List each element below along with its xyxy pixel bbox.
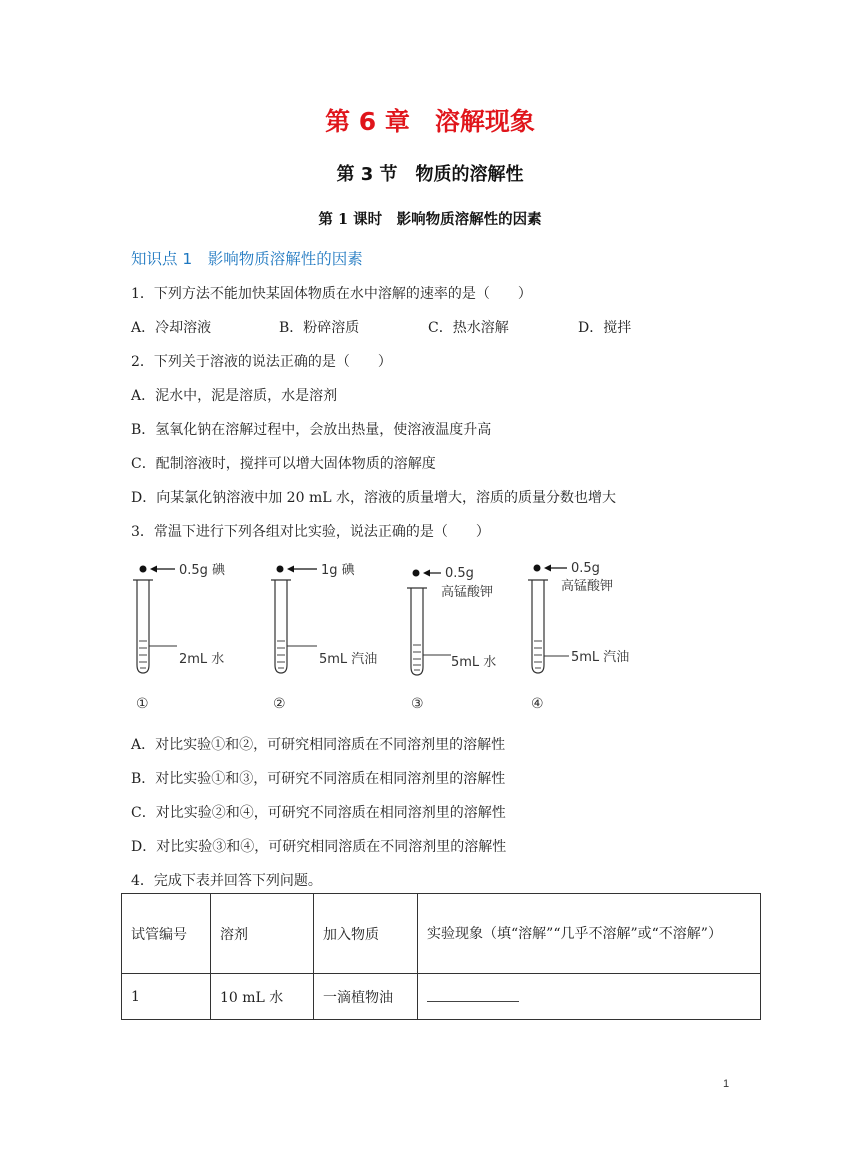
question-3-stem: 3．常温下进行下列各组对比实验，说法正确的是（ ） xyxy=(131,524,490,540)
knowledge-point-heading: 知识点 1 影响物质溶解性的因素 xyxy=(131,250,363,268)
arrow-icon xyxy=(544,565,551,572)
test-tubes-figure xyxy=(121,555,661,720)
solute-dot-1 xyxy=(140,566,147,573)
tube-4-solute: 0.5g xyxy=(571,561,600,576)
question-4-stem: 4．完成下表并回答下列问题。 xyxy=(131,873,322,889)
question-2-option-b: B．氢氧化钠在溶解过程中，会放出热量，使溶液温度升高 xyxy=(131,422,492,438)
question-3-option-c: C．对比实验②和④，可研究不同溶质在相同溶剂里的溶解性 xyxy=(131,805,506,821)
question-1-option-d: D．搅拌 xyxy=(578,320,632,336)
test-tube-2 xyxy=(271,562,377,712)
question-1-stem: 1．下列方法不能加快某固体物质在水中溶解的速率的是（ ） xyxy=(131,286,532,302)
table-header-cell: 试管编号 xyxy=(122,894,211,974)
table-cell: 1 xyxy=(122,974,211,1020)
test-tube-3 xyxy=(407,566,496,712)
table-cell: 10 mL 水 xyxy=(211,974,314,1020)
tube-2-solvent: 5mL 汽油 xyxy=(319,652,378,667)
question-3-option-b: B．对比实验①和③，可研究不同溶质在相同溶剂里的溶解性 xyxy=(131,771,506,787)
arrow-icon xyxy=(287,566,294,573)
tube-3-solute-line2: 高锰酸钾 xyxy=(441,585,494,600)
chapter-title: 第 6 章 溶解现象 xyxy=(325,107,535,136)
table-header-cell: 实验现象（填“溶解”“几乎不溶解”或“不溶解”） xyxy=(418,894,761,974)
tube-3-solvent: 5mL 水 xyxy=(451,655,497,670)
table-header-cell: 加入物质 xyxy=(314,894,418,974)
test-tube-1 xyxy=(133,562,226,712)
tube-4-solute-line2: 高锰酸钾 xyxy=(561,579,614,594)
question-1-option-b: B．粉碎溶质 xyxy=(279,320,360,336)
question-3-option-a: A．对比实验①和②，可研究相同溶质在不同溶剂里的溶解性 xyxy=(131,737,506,753)
answer-cell xyxy=(418,974,761,1020)
question-2-stem: 2．下列关于溶液的说法正确的是（ ） xyxy=(131,354,392,370)
tube-4-solvent: 5mL 汽油 xyxy=(571,650,630,665)
table-header-cell: 溶剂 xyxy=(211,894,314,974)
question-2-option-d: D．向某氯化钠溶液中加 20 mL 水，溶液的质量增大，溶质的质量分数也增大 xyxy=(131,490,616,506)
lesson-title: 第 1 课时 影响物质溶解性的因素 xyxy=(318,211,542,228)
tube-4-number: ④ xyxy=(531,696,544,712)
question-2-option-a: A．泥水中，泥是溶质，水是溶剂 xyxy=(131,388,338,404)
experiment-table xyxy=(121,893,761,1020)
question-3-option-d: D．对比实验③和④，可研究相同溶质在不同溶剂里的溶解性 xyxy=(131,839,507,855)
question-2-option-c: C．配制溶液时，搅拌可以增大固体物质的溶解度 xyxy=(131,456,436,472)
tube-3-number: ③ xyxy=(411,696,424,712)
arrow-icon xyxy=(423,570,430,577)
tube-2-solute: 1g 碘 xyxy=(321,563,355,578)
table-row xyxy=(122,974,761,1020)
question-1-option-c: C．热水溶解 xyxy=(428,320,509,336)
tube-1-number: ① xyxy=(136,696,149,712)
test-tube-4 xyxy=(528,561,629,712)
table-header-row xyxy=(122,894,761,974)
tube-1-solute: 0.5g 碘 xyxy=(179,563,226,578)
arrow-icon xyxy=(150,566,157,573)
section-title: 第 3 节 物质的溶解性 xyxy=(336,164,524,185)
answer-blank[interactable] xyxy=(427,991,519,1002)
page-number: 1 xyxy=(723,1078,730,1090)
question-1-option-a: A．冷却溶液 xyxy=(131,320,212,336)
tube-2-number: ② xyxy=(273,696,286,712)
tube-3-solute: 0.5g xyxy=(445,566,474,581)
table-cell: 一滴植物油 xyxy=(314,974,418,1020)
tube-1-solvent: 2mL 水 xyxy=(179,652,225,667)
